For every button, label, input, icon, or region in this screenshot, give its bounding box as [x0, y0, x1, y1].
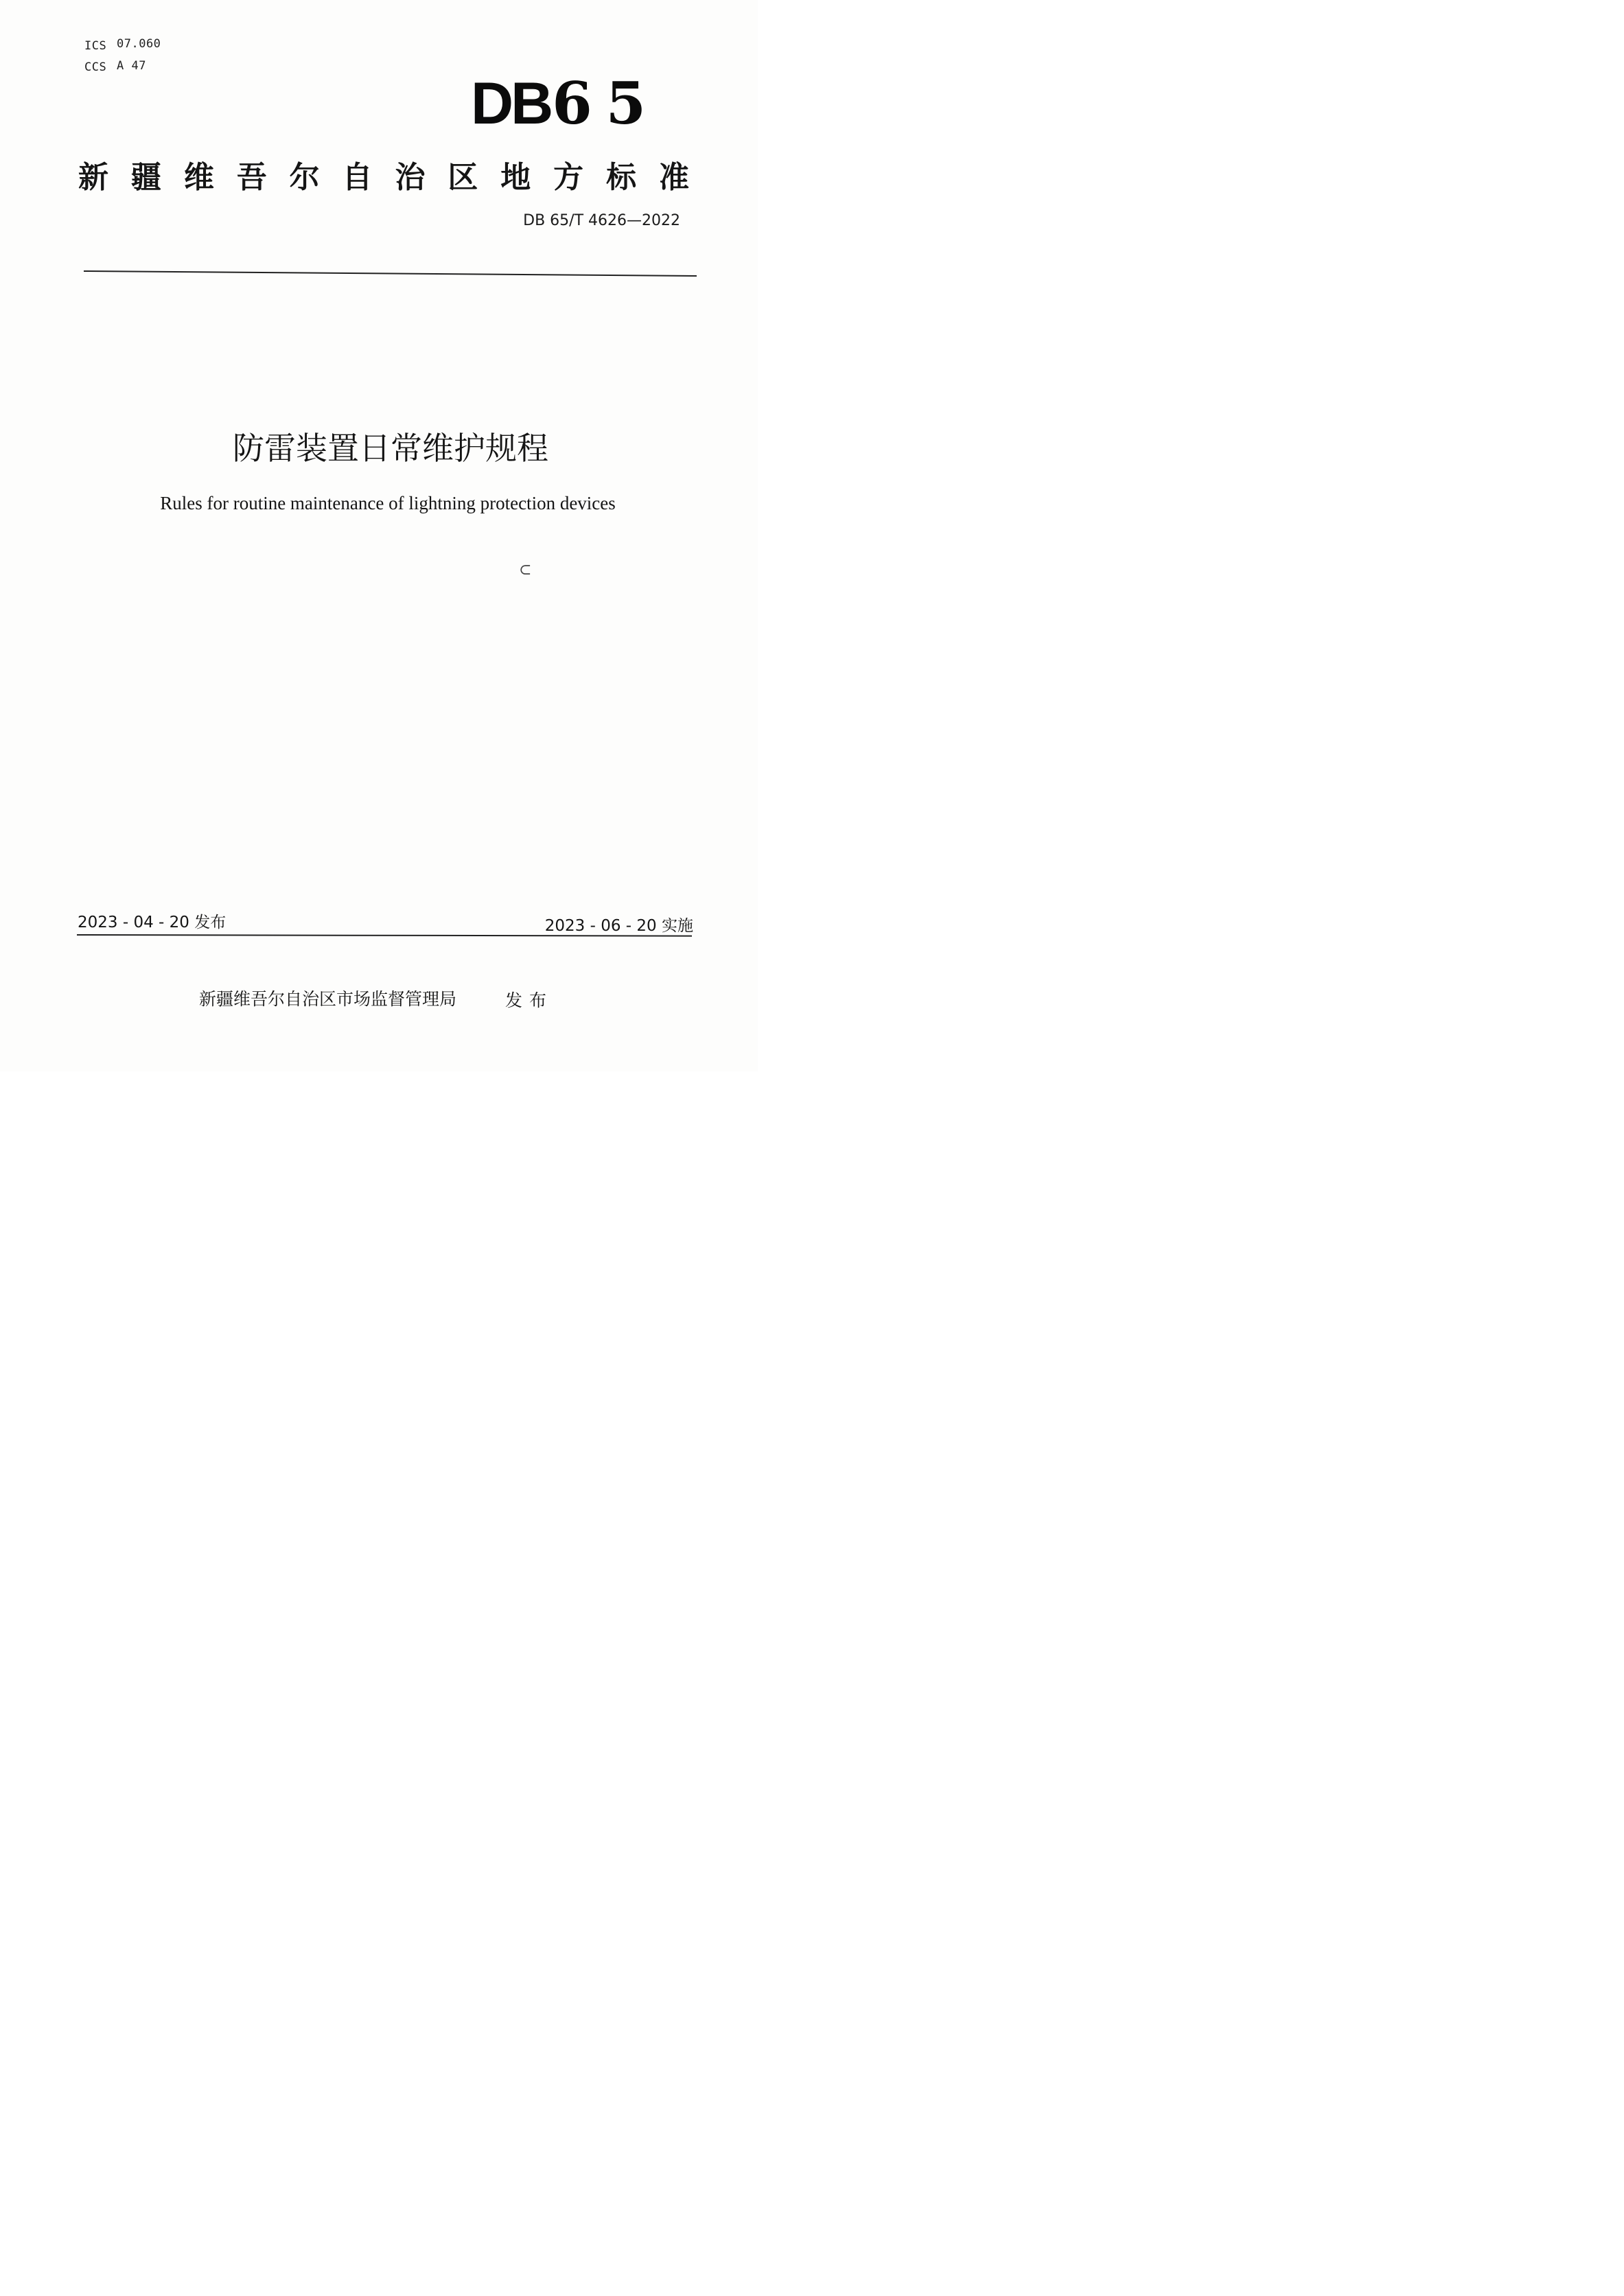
footer-divider: [77, 934, 692, 937]
publish-date: 2023 - 04 - 20 发布: [78, 914, 227, 931]
banner-char: 疆: [130, 160, 161, 195]
standard-number: DB 65/T 4626—2022: [523, 212, 680, 229]
banner-char: 准: [658, 160, 689, 195]
logo-letters: DB: [471, 71, 551, 137]
ccs-code: A 47: [117, 59, 146, 73]
banner-char: 区: [448, 160, 478, 195]
ics-code: 07.060: [117, 37, 161, 51]
banner-char: 治: [395, 160, 426, 195]
authority-banner: [78, 152, 689, 196]
banner-char: 自: [342, 160, 373, 195]
header-divider: [84, 270, 697, 277]
standard-cover-page: [0, 0, 758, 1071]
banner-char: 尔: [289, 160, 320, 195]
issuing-authority: 新疆维吾尔自治区市场监督管理局: [199, 989, 457, 1009]
banner-char: 新: [78, 160, 108, 195]
title-english: Rules for routine maintenance of lightning protection devices: [160, 493, 616, 513]
issue-action: 发布: [505, 990, 554, 1010]
logo-digit-five: 5: [605, 69, 645, 137]
banner-char: 方: [553, 160, 584, 195]
logo-digit-six: 6: [552, 69, 591, 137]
banner-char: 标: [606, 160, 637, 195]
banner-char: 维: [183, 160, 214, 195]
ics-label: ICS: [84, 39, 107, 53]
scan-mark: ⊂: [519, 561, 532, 579]
title-chinese: 防雷装置日常维护规程: [233, 430, 548, 467]
banner-char: 地: [500, 160, 531, 195]
db65-logo: [471, 69, 645, 137]
banner-char: 吾: [236, 160, 267, 195]
ccs-label: CCS: [84, 60, 107, 74]
effective-date: 2023 - 06 - 20 实施: [544, 917, 693, 935]
